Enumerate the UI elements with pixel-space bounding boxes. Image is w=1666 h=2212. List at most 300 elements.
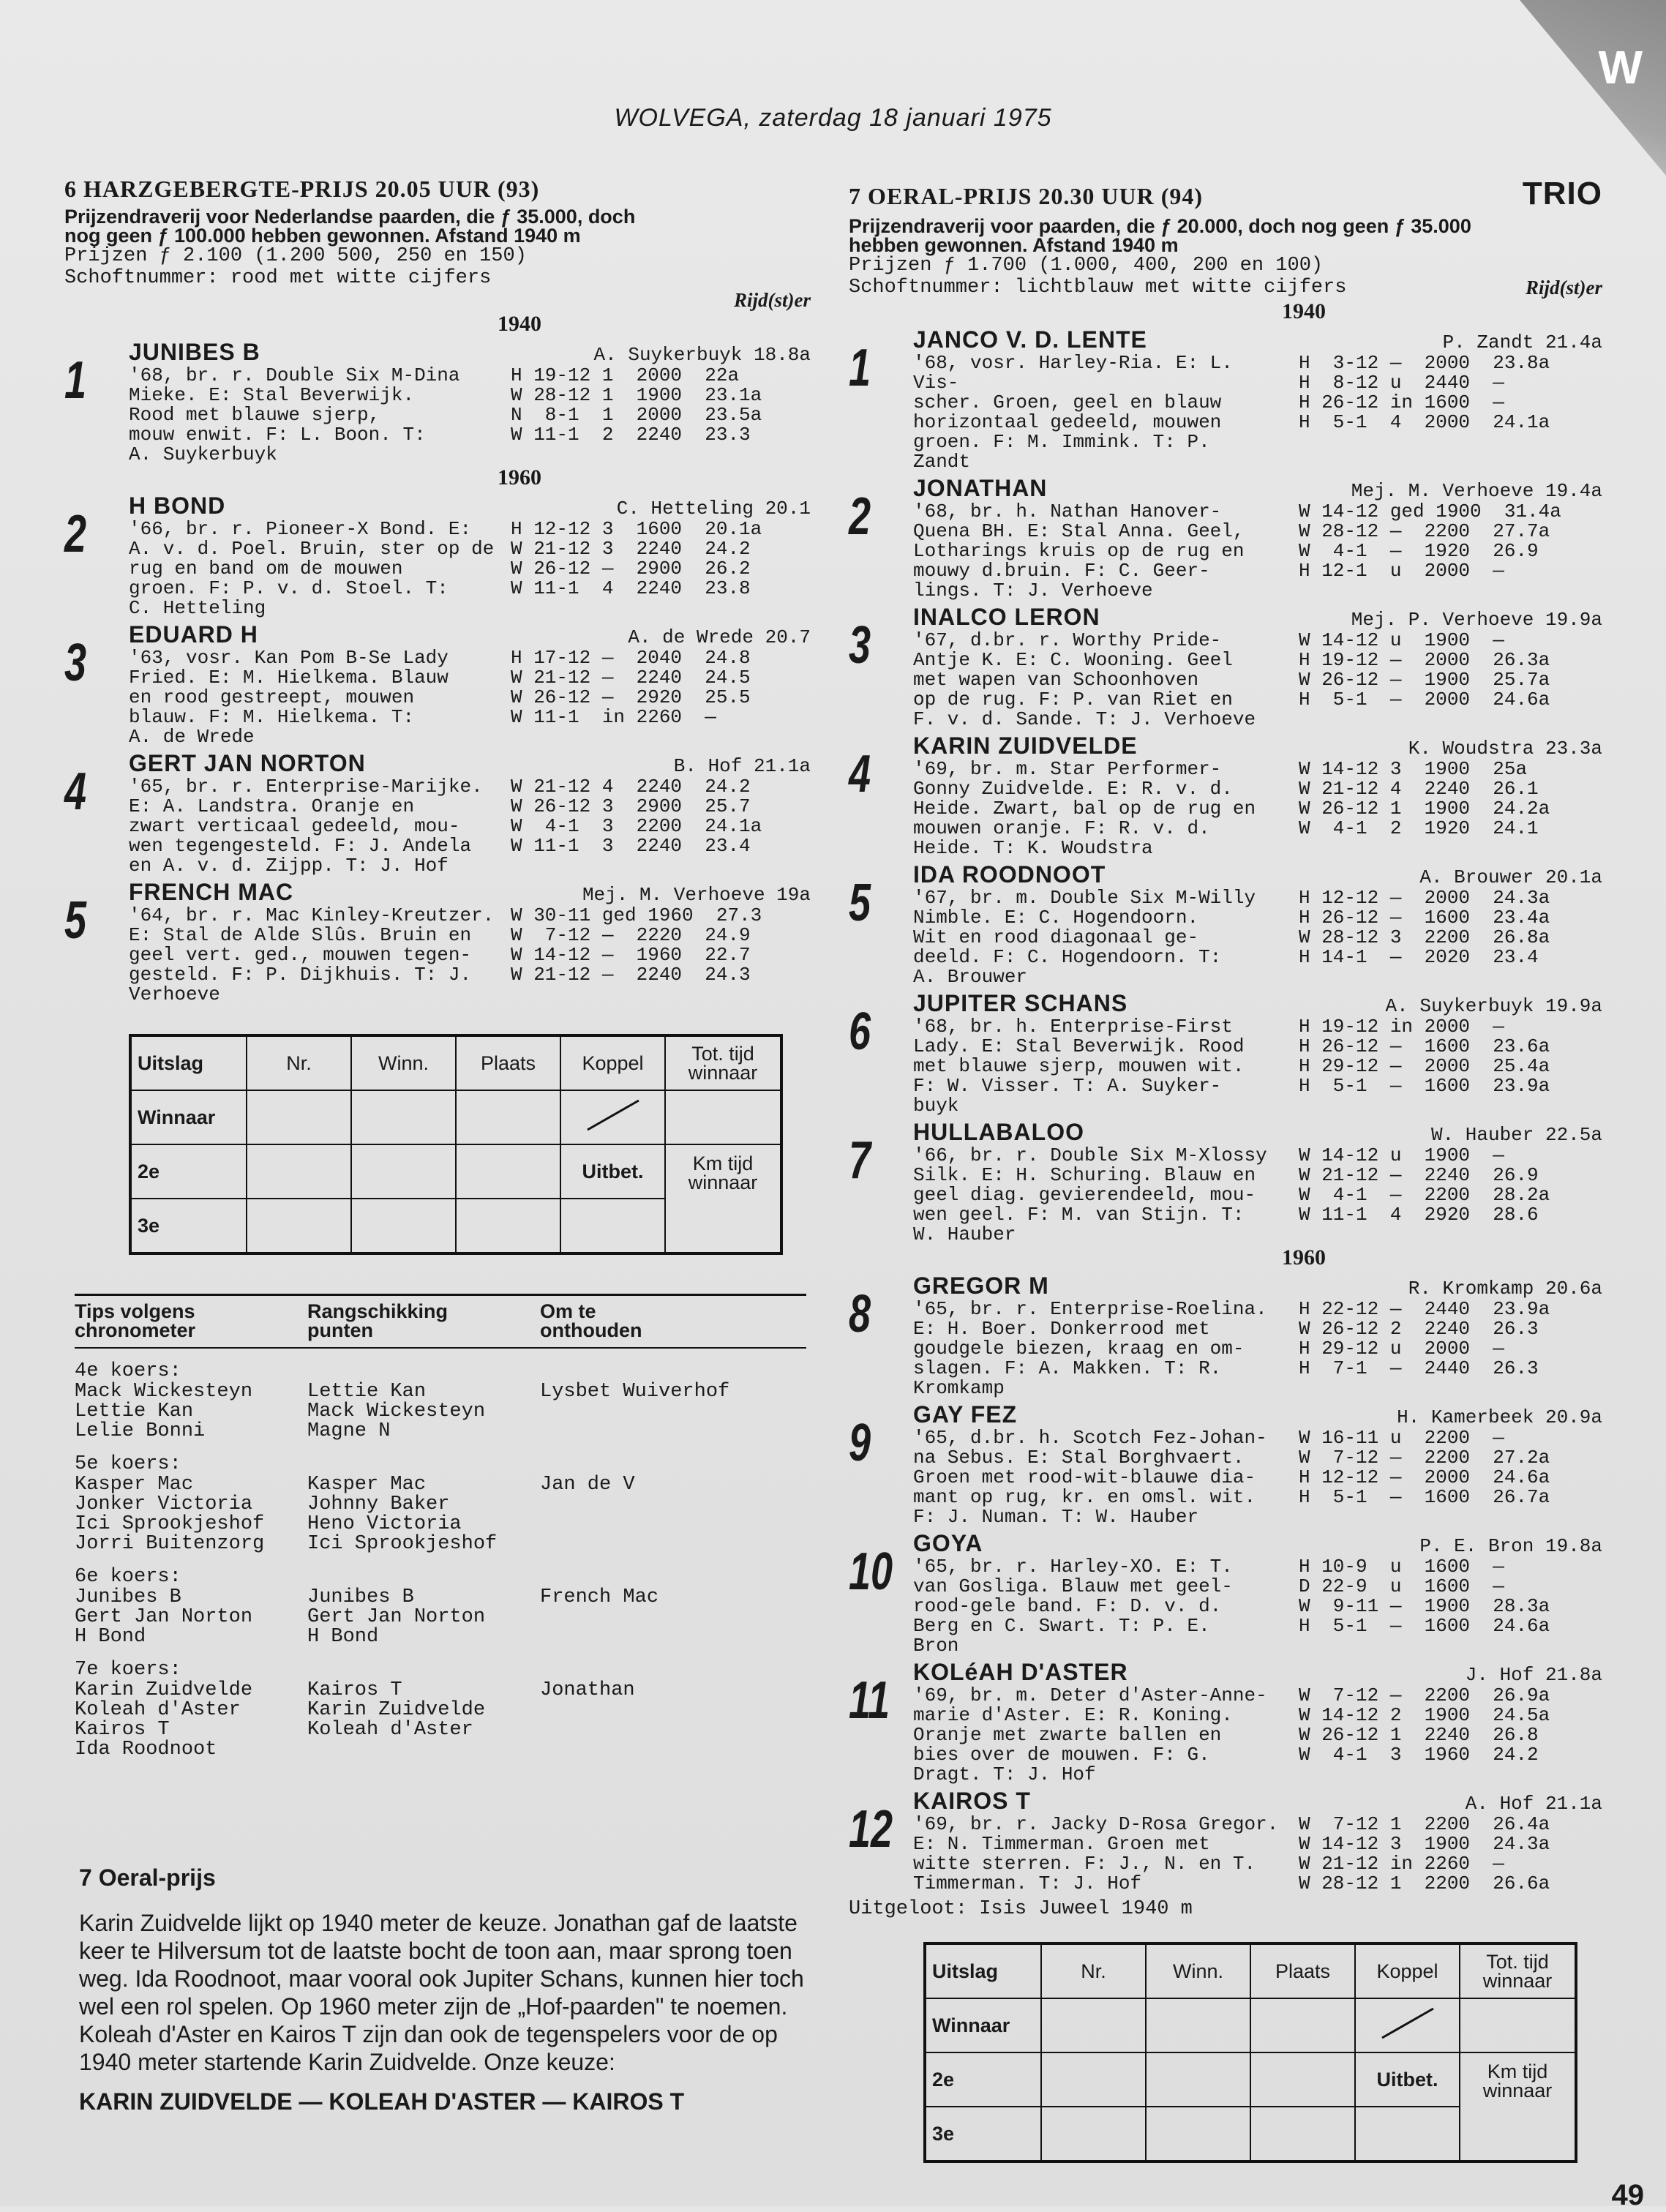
driver-record: Mej. M. Verhoeve 19a — [582, 884, 811, 906]
perf-line: W 21-12 — 2240 26.9 — [1299, 1164, 1539, 1186]
desc-tail: Zandt — [913, 451, 971, 473]
desc-line: met wapen van Schoonhoven — [913, 669, 1199, 691]
horse-performance — [1299, 1017, 1550, 1096]
tip-horse: Heno Victoria — [307, 1513, 462, 1535]
driver-record: P. E. Bron 19.8a — [1419, 1535, 1602, 1557]
header-uitslag: Uitslag — [925, 1943, 1041, 1998]
tip-horse: Gert Jan Norton — [75, 1606, 253, 1628]
horse-performance — [1299, 1557, 1550, 1636]
horse-body — [913, 888, 1602, 967]
tip-horse: Ici Sprookjeshof — [75, 1513, 265, 1535]
desc-tail: C. Hetteling — [129, 597, 266, 619]
horse-header — [913, 326, 1602, 353]
tips-header: Tips volgens chronometer Rangschikking punten Om te onthouden — [75, 1300, 642, 1341]
perf-line: W 7-12 — 2200 26.9a — [1299, 1684, 1550, 1706]
desc-tail: lings. T: J. Verhoeve — [913, 580, 1153, 601]
tip-horse: Johnny Baker — [307, 1493, 450, 1515]
perf-line: W 11-1 4 2920 28.6 — [1299, 1204, 1539, 1226]
horse-body — [129, 906, 811, 985]
perf-line: W 4-1 — 1920 26.9 — [1299, 540, 1539, 562]
tip-horse: Mack Wickesteyn — [75, 1381, 253, 1403]
start-number: 4 — [64, 762, 87, 821]
koers-row — [75, 1588, 806, 1647]
tip-horse: Kasper Mac — [307, 1474, 427, 1496]
perf-line: W 7-12 — 2200 27.2a — [1299, 1447, 1550, 1469]
horse-header — [913, 1272, 1602, 1300]
desc-line: witte sterren. F: J., N. en T. — [913, 1853, 1256, 1875]
horse-name: JUNIBES B — [129, 339, 260, 365]
driver-record: Mej. M. Verhoeve 19.4a — [1351, 480, 1602, 502]
perf-line: W 21-12 4 2240 24.2 — [511, 776, 751, 798]
horse-entry — [849, 990, 1602, 1116]
corner-tab — [1520, 0, 1666, 176]
horse-header — [913, 732, 1602, 760]
race6-section — [64, 176, 811, 1255]
tip-horse: Jorri Buitenzorg — [75, 1533, 265, 1555]
perf-line: W 4-1 2 1920 24.1 — [1299, 817, 1539, 839]
desc-tail: Heide. T: K. Woudstra — [913, 837, 1153, 859]
horse-name: H BOND — [129, 492, 226, 519]
perf-line: W 26-12 — 2900 26.2 — [511, 558, 751, 580]
perf-line: W 30-11 ged 1960 27.3 — [511, 904, 762, 926]
koppel-slash — [560, 1090, 665, 1144]
desc-line: Lotharings kruis op de rug en — [913, 540, 1245, 562]
tip-horse: Jan de V — [540, 1474, 635, 1496]
horse-entry — [849, 732, 1602, 858]
horse-body — [913, 1300, 1602, 1379]
horse-performance — [511, 777, 762, 856]
trio-label: TRIO — [1522, 176, 1602, 211]
horse-description — [913, 1300, 1283, 1379]
horse-description — [129, 777, 495, 856]
tips-block — [75, 1453, 806, 1554]
tip-horse: French Mac — [540, 1586, 659, 1608]
perf-line: H 29-12 — 2000 25.4a — [1299, 1055, 1550, 1077]
horse-performance — [1299, 502, 1561, 581]
horse-entry — [64, 879, 811, 1005]
km-tijd-label: Km tijd winnaar — [1460, 2052, 1576, 2162]
desc-line: Groen met rood-wit-blauwe dia- — [913, 1466, 1256, 1488]
horse-entry — [849, 1401, 1602, 1527]
perf-line: W 16-11 u 2200 — — [1299, 1427, 1504, 1449]
perf-line: W 14-12 3 1900 25a — [1299, 758, 1528, 780]
desc-line: E: Stal de Alde Slûs. Bruin en — [129, 924, 472, 946]
perf-line: W 28-12 3 2200 26.8a — [1299, 926, 1550, 948]
perf-line: W 14-12 u 1900 — — [1299, 629, 1504, 651]
header-tot-tijd: Tot. tijd winnaar — [1460, 1943, 1576, 1998]
desc-line: goudgele biezen, kraag en om- — [913, 1338, 1245, 1360]
perf-line: H 26-12 — 1600 23.6a — [1299, 1035, 1550, 1057]
horse-entry — [64, 339, 811, 465]
horse-name: GAY FEZ — [913, 1401, 1018, 1428]
driver-record: J. Hof 21.8a — [1465, 1664, 1602, 1686]
horse-performance — [1299, 888, 1550, 967]
race7-title: 7 OERAL-PRIJS 20.30 UUR (94) TRIO — [849, 176, 1602, 211]
desc-line: E: N. Timmerman. Groen met — [913, 1833, 1210, 1855]
koers-row — [75, 1475, 806, 1554]
horse-header — [913, 1788, 1602, 1815]
desc-tail: Dragt. T: J. Hof — [913, 1763, 1096, 1785]
tip-horse: Kairos T — [307, 1679, 402, 1701]
km-tijd-label: Km tijd winnaar — [665, 1144, 781, 1253]
desc-tail: A. de Wrede — [129, 726, 255, 748]
desc-line: Wit en rood diagonaal ge- — [913, 926, 1199, 948]
desc-line: geel diag. gevierendeeld, mou- — [913, 1184, 1256, 1206]
uitbet-label: Uitbet. — [560, 1144, 665, 1199]
desc-tail: F. v. d. Sande. T: J. Verhoeve — [913, 708, 1256, 730]
desc-line: '69, br. m. Deter d'Aster-Anne- — [913, 1684, 1267, 1706]
tips-column — [307, 1681, 540, 1760]
race7-prizes: Prijzen ƒ 1.700 (1.000, 400, 200 en 100) — [849, 255, 1324, 277]
uitbet-label: Uitbet. — [1355, 2052, 1460, 2107]
perf-line: W 21-12 — 2240 24.5 — [511, 667, 751, 689]
header-nr: Nr. — [247, 1035, 351, 1090]
tip-horse: Lettie Kan — [75, 1401, 194, 1422]
tip-horse: Lettie Kan — [307, 1381, 427, 1403]
start-number: 8 — [849, 1285, 871, 1343]
start-number: 2 — [64, 505, 87, 563]
race6-schoft: Schoftnummer: rood met witte cijfers — [64, 267, 492, 289]
driver-record: R. Kromkamp 20.6a — [1408, 1278, 1602, 1300]
header-tot-tijd: Tot. tijd winnaar — [665, 1035, 781, 1090]
driver-record: W. Hauber 22.5a — [1430, 1124, 1602, 1146]
horse-header — [913, 475, 1602, 502]
perf-line: W 14-12 ged 1900 31.4a — [1299, 500, 1561, 522]
uitgeloot: Uitgeloot: Isis Juweel 1940 m — [849, 1898, 1193, 1920]
horse-body — [129, 366, 811, 445]
header-winn: Winn. — [1146, 1943, 1250, 1998]
tips-column — [540, 1382, 729, 1441]
horse-header — [913, 1530, 1602, 1557]
horse-header — [129, 339, 811, 366]
koers-title: 5e koers: — [75, 1453, 181, 1475]
horse-header — [913, 861, 1602, 888]
horse-description — [913, 353, 1283, 452]
perf-line: W 28-12 1 1900 23.1a — [511, 384, 762, 406]
horse-description — [913, 1017, 1283, 1096]
race6-result-table — [129, 1034, 783, 1255]
header-koppel: Koppel — [560, 1035, 665, 1090]
horse-body — [913, 353, 1602, 452]
desc-line: mouwen oranje. F: R. v. d. — [913, 817, 1210, 839]
desc-tail: W. Hauber — [913, 1223, 1016, 1245]
desc-line: marie d'Aster. E: R. Koning. — [913, 1704, 1233, 1726]
year-1960: 1960 — [1282, 1245, 1326, 1270]
race6-prizes: Prijzen ƒ 2.100 (1.200 500, 250 en 150) — [64, 245, 527, 267]
start-number: 7 — [849, 1131, 871, 1190]
perf-line: H 5-1 — 1600 26.7a — [1299, 1486, 1550, 1508]
horse-name: IDA ROODNOOT — [913, 861, 1106, 888]
perf-line: D 22-9 u 1600 — — [1299, 1575, 1504, 1597]
desc-line: F: W. Visser. T: A. Suyker- — [913, 1075, 1222, 1097]
desc-tail: Bron — [913, 1635, 959, 1657]
desc-line: slagen. F: A. Makken. T: R. — [913, 1357, 1222, 1379]
horse-performance — [511, 366, 762, 445]
driver-record: A. de Wrede 20.7 — [628, 626, 811, 648]
desc-tail: A. Brouwer — [913, 966, 1028, 988]
desc-line: mouwy d.bruin. F: C. Geer- — [913, 560, 1210, 582]
perf-line: H 12-12 3 1600 20.1a — [511, 518, 762, 540]
horse-entry — [64, 621, 811, 747]
desc-line: '67, br. m. Double Six M-Willy — [913, 887, 1256, 909]
horse-entry — [849, 604, 1602, 730]
horse-entry — [849, 1788, 1602, 1894]
horse-description — [913, 502, 1283, 581]
horse-name: GOYA — [913, 1530, 983, 1556]
horse-name: INALCO LERON — [913, 604, 1100, 630]
desc-line: gesteld. F: P. Dijkhuis. T: J. — [129, 964, 472, 986]
horse-performance — [1299, 631, 1550, 710]
perf-line: H 12-12 — 2000 24.6a — [1299, 1466, 1550, 1488]
tip-horse: Jonathan — [540, 1679, 635, 1701]
desc-line: '68, vosr. Harley-Ria. E: L. Vis- — [913, 352, 1233, 394]
perf-line: W 11-1 2 2240 23.3 — [511, 424, 751, 446]
tips-column — [307, 1382, 540, 1441]
row-winnaar: Winnaar — [925, 1998, 1041, 2052]
perf-line: W 26-12 1 2240 26.8 — [1299, 1724, 1539, 1746]
horse-name: FRENCH MAC — [129, 879, 294, 905]
horse-entry — [849, 326, 1602, 472]
tip-horse: Magne N — [307, 1420, 391, 1442]
start-number: 9 — [849, 1414, 871, 1472]
desc-line: Gonny Zuidvelde. E: R. v. d. — [913, 778, 1233, 800]
tips-column — [307, 1588, 540, 1647]
start-number: 1 — [849, 339, 871, 397]
desc-line: scher. Groen, geel en blauw — [913, 391, 1222, 413]
tips-column — [75, 1588, 307, 1647]
perf-line: H 29-12 u 2000 — — [1299, 1338, 1504, 1360]
tips-block — [75, 1360, 806, 1441]
tips-blocks — [75, 1347, 806, 1760]
corner-letter: W — [1598, 41, 1643, 94]
desc-line: '68, br. h. Nathan Hanover- — [913, 500, 1222, 522]
horse-name: EDUARD H — [129, 621, 258, 648]
koers-title: 4e koers: — [75, 1360, 181, 1382]
horse-description — [913, 1557, 1283, 1636]
desc-line: van Gosliga. Blauw met geel- — [913, 1575, 1233, 1597]
perf-line: W 14-12 3 1900 24.3a — [1299, 1833, 1550, 1855]
horse-entry — [849, 1659, 1602, 1785]
tips-column — [75, 1681, 307, 1760]
desc-line: deeld. F: C. Hogendoorn. T: — [913, 946, 1222, 968]
oeral-text: Karin Zuidvelde lijkt op 1940 meter de keuze. Jonathan gaf de laatste keer te Hilversum tot de laatste bocht de toon aan, maar sprong toen weg. Ida Roodnoot, maar vooral ook Jupiter Schans, kunnen hier toch wel een rol spelen. Op 1960 meter zijn de „Hof-paarden" te noemen. Koleah d'Aster en Kairos T zijn dan ook de tegenspelers voor de op 1940 meter startende Karin Zuidvelde. Onze keuze: — [79, 1910, 804, 2075]
perf-line: W 21-12 4 2240 26.1 — [1299, 778, 1539, 800]
desc-line: zwart verticaal gedeeld, mou- — [129, 815, 460, 837]
year-1960: 1960 — [498, 465, 541, 490]
desc-tail: Verhoeve — [129, 983, 220, 1005]
row-2e: 2e — [925, 2052, 1041, 2107]
page-number: 49 — [1611, 2179, 1644, 2211]
tip-horse: Koleah d'Aster — [75, 1699, 241, 1721]
perf-line: W 26-12 1 1900 24.2a — [1299, 798, 1550, 820]
koers-row — [75, 1681, 806, 1760]
tip-horse: Karin Zuidvelde — [75, 1679, 253, 1701]
horse-description — [913, 1815, 1283, 1894]
perf-line: W 26-12 — 1900 25.7a — [1299, 669, 1550, 691]
desc-line: wen geel. F: M. van Stijn. T: — [913, 1204, 1245, 1226]
horse-performance — [1299, 1686, 1550, 1765]
header-plaats: Plaats — [456, 1035, 560, 1090]
perf-line: H 19-12 in 2000 — — [1299, 1016, 1504, 1038]
tip-horse: Junibes B — [307, 1586, 414, 1608]
horse-performance — [1299, 1300, 1550, 1379]
koers-title: 7e koers: — [75, 1659, 181, 1681]
horse-performance — [1299, 1428, 1550, 1507]
koers-row — [75, 1382, 806, 1441]
horse-performance — [511, 648, 751, 727]
desc-line: met blauwe sjerp, mouwen wit. — [913, 1055, 1245, 1077]
perf-line: H 26-12 — 1600 23.4a — [1299, 907, 1550, 929]
start-number: 3 — [64, 634, 87, 692]
horse-performance — [1299, 760, 1550, 839]
horse-body — [913, 1557, 1602, 1636]
horse-header — [913, 1659, 1602, 1686]
perf-line: H 5-1 4 2000 24.1a — [1299, 411, 1550, 433]
desc-tail: A. Suykerbuyk — [129, 443, 277, 465]
perf-line: W 21-12 3 2240 24.2 — [511, 538, 751, 560]
year-1940: 1940 — [1282, 299, 1326, 323]
horse-name: JUPITER SCHANS — [913, 990, 1128, 1016]
start-number: 2 — [849, 487, 871, 546]
horse-name: GREGOR M — [913, 1272, 1049, 1299]
oeral-title: 7 Oeral-prijs — [79, 1864, 216, 1891]
desc-line: mant op rug, kr. en omsl. wit. — [913, 1486, 1256, 1508]
tip-horse: Karin Zuidvelde — [307, 1699, 486, 1721]
perf-line: W 11-1 in 2260 — — [511, 706, 716, 728]
perf-line: W 9-11 — 1900 28.3a — [1299, 1595, 1550, 1617]
perf-line: W 21-12 — 2240 24.3 — [511, 964, 751, 986]
tips-column — [75, 1475, 307, 1554]
horse-body — [129, 520, 811, 599]
driver-record: H. Kamerbeek 20.9a — [1397, 1406, 1602, 1428]
horse-entry — [849, 1119, 1602, 1245]
driver-record: A. Suykerbuyk 19.9a — [1385, 995, 1602, 1017]
tip-horse: Gert Jan Norton — [307, 1606, 486, 1628]
tip-horse: Jonker Victoria — [75, 1493, 253, 1515]
tip-horse: Junibes B — [75, 1586, 181, 1608]
tip-horse: Lelie Bonni — [75, 1420, 206, 1442]
desc-line: rood-gele band. F: D. v. d. — [913, 1595, 1222, 1617]
desc-line: E: A. Landstra. Oranje en — [129, 795, 415, 817]
horse-body — [913, 1017, 1602, 1096]
desc-line: '66, br. r. Double Six M-Xlossy — [913, 1144, 1267, 1166]
desc-tail: en A. v. d. Zijpp. T: J. Hof — [129, 855, 449, 877]
desc-line: Silk. E: H. Schuring. Blauw en — [913, 1164, 1256, 1186]
horse-description — [913, 631, 1283, 710]
desc-line: '65, br. r. Enterprise-Roelina. — [913, 1298, 1267, 1320]
koppel-slash — [1355, 1998, 1460, 2052]
desc-line: Fried. E: M. Hielkema. Blauw — [129, 667, 449, 689]
desc-line: bies over de mouwen. F: G. — [913, 1744, 1210, 1766]
year-1940: 1940 — [498, 312, 541, 336]
perf-line: H 8-12 u 2440 — — [1299, 372, 1504, 394]
perf-line: H 5-1 — 1600 23.9a — [1299, 1075, 1550, 1097]
start-number: 5 — [849, 874, 871, 932]
race6-description: Prijzendraverij voor Nederlandse paarden, die ƒ 35.000, doch nog geen ƒ 100.000 hebben gewonnen. Afstand 1940 m — [64, 206, 636, 247]
desc-line: A. v. d. Poel. Bruin, ster op de — [129, 538, 495, 560]
desc-line: Heide. Zwart, bal op de rug en — [913, 798, 1256, 820]
desc-line: Quena BH. E: Stal Anna. Geel, — [913, 520, 1245, 542]
desc-line: groen. F: M. Immink. T: P. — [913, 431, 1210, 453]
desc-line: '65, d.br. h. Scotch Fez-Johan- — [913, 1427, 1267, 1449]
horse-name: JONATHAN — [913, 475, 1048, 501]
desc-line: mouw enwit. F: L. Boon. T: — [129, 424, 426, 446]
perf-line: W 11-1 4 2240 23.8 — [511, 577, 751, 599]
desc-line: '69, br. m. Star Performer- — [913, 758, 1222, 780]
horse-performance — [1299, 1815, 1550, 1894]
row-2e: 2e — [130, 1144, 247, 1199]
perf-line: W 21-12 in 2260 — — [1299, 1853, 1504, 1875]
tip-horse: Kairos T — [75, 1719, 170, 1741]
perf-line: H 10-9 u 1600 — — [1299, 1556, 1504, 1578]
desc-line: '67, d.br. r. Worthy Pride- — [913, 629, 1222, 651]
race7-result-table — [923, 1942, 1577, 2163]
horse-description — [913, 760, 1283, 839]
horse-description — [913, 888, 1283, 967]
horse-body — [129, 648, 811, 727]
horse-name: GERT JAN NORTON — [129, 750, 366, 776]
horse-header — [129, 750, 811, 777]
header-plaats: Plaats — [1250, 1943, 1355, 1998]
start-number: 3 — [849, 616, 871, 675]
race7-horse-list — [849, 300, 1602, 1894]
perf-line: W 4-1 3 2200 24.1a — [511, 815, 762, 837]
desc-line: '69, br. r. Jacky D-Rosa Gregor. — [913, 1813, 1279, 1835]
perf-line: N 8-1 1 2000 23.5a — [511, 404, 762, 426]
tip-horse: Lysbet Wuiverhof — [540, 1381, 730, 1403]
horse-body — [913, 1815, 1602, 1894]
horse-name: KOLéAH D'ASTER — [913, 1659, 1128, 1685]
horse-body — [913, 760, 1602, 839]
desc-line: blauw. F: M. Hielkema. T: — [129, 706, 415, 728]
desc-tail: buyk — [913, 1095, 959, 1117]
header-winn: Winn. — [351, 1035, 456, 1090]
rijder-label: Rijd(st)er — [734, 289, 811, 311]
row-3e: 3e — [925, 2107, 1041, 2162]
perf-line: H 7-1 — 2440 26.3 — [1299, 1357, 1539, 1379]
start-number: 1 — [64, 351, 87, 410]
desc-line: Nimble. E: C. Hogendoorn. — [913, 907, 1199, 929]
horse-header — [913, 1401, 1602, 1428]
perf-line: H 26-12 in 1600 — — [1299, 391, 1504, 413]
perf-line: W 14-12 u 1900 — — [1299, 1144, 1504, 1166]
horse-body — [913, 502, 1602, 581]
header-uitslag: Uitslag — [130, 1035, 247, 1090]
driver-record: C. Hetteling 20.1 — [616, 498, 811, 520]
tips-column — [307, 1475, 540, 1554]
horse-header — [913, 1119, 1602, 1146]
desc-line: en rood gestreept, mouwen — [129, 686, 415, 708]
tips-block — [75, 1659, 806, 1760]
race6-horse-list — [64, 312, 811, 1005]
tip-horse: Mack Wickesteyn — [307, 1401, 486, 1422]
start-number: 10 — [849, 1542, 893, 1601]
perf-line: H 19-12 1 2000 22a — [511, 364, 740, 386]
horse-body — [913, 1146, 1602, 1225]
horse-body — [913, 1686, 1602, 1765]
desc-line: horizontaal gedeeld, mouwen — [913, 411, 1222, 433]
desc-tail: F: J. Numan. T: W. Hauber — [913, 1506, 1199, 1528]
perf-line: H 5-1 — 1600 24.6a — [1299, 1615, 1550, 1637]
page-header: WOLVEGA, zaterdag 18 januari 1975 — [614, 104, 1052, 132]
perf-line: W 11-1 3 2240 23.4 — [511, 835, 751, 857]
tip-horse: Koleah d'Aster — [307, 1719, 473, 1741]
desc-line: Lady. E: Stal Beverwijk. Rood — [913, 1035, 1245, 1057]
desc-line: '66, br. r. Pioneer-X Bond. E: — [129, 518, 472, 540]
start-number: 11 — [849, 1671, 890, 1730]
slash-mark — [577, 1097, 650, 1133]
start-number: 6 — [849, 1002, 871, 1061]
